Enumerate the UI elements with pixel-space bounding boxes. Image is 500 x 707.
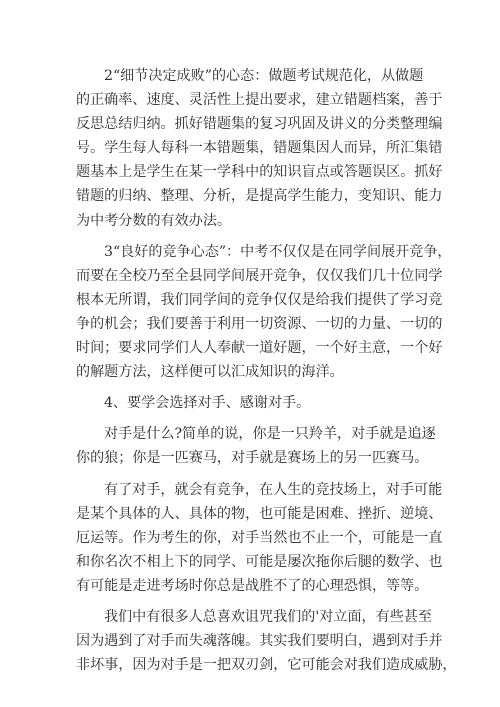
text-line: 因为遇到了对手而失魂落魄。其实我们要明白，遇到对手并: [76, 633, 443, 650]
text-line: 号。学生每人每科一本错题集，错题集因人而异，所汇集错: [76, 140, 443, 157]
text-line: 是某个具体的人、具体的物，也可能是困难、挫折、逆境、: [76, 505, 443, 522]
section-heading-choose-opponent: [76, 391, 428, 415]
text-line: 有了对手，就会有竞争，在人生的竞技场上，对手可能: [104, 481, 443, 498]
document-body: [76, 64, 457, 684]
text-line: 和你名次不相上下的同学、可能是屡次拖你后腿的数学、也: [76, 553, 443, 570]
text-line: 争的机会；我们要善于利用一切资源、一切的力量、一切的: [76, 315, 443, 332]
text-line: 题基本上是学生在某一学科中的知识盲点或答题误区。抓好: [76, 164, 443, 181]
text-line: 反思总结归纳。抓好错题集的复习巩固及讲义的分类整理编: [76, 116, 443, 133]
paragraph-detail-mindset: [76, 64, 443, 233]
paragraph-double-edged-sword: [76, 605, 457, 677]
text-line: 我们中有很多人总喜欢诅咒我们的'对立面，有些甚至: [104, 608, 433, 625]
text-line: 2“细节决定成败”的心态：做题考试规范化，从做题: [104, 68, 424, 84]
text-line: 你的狼；你是一匹赛马，对手就是赛场上的另一匹赛马。: [76, 450, 429, 467]
text-line: 为中考分数的有效办法。: [76, 212, 232, 229]
text-line: 非坏事，因为对手是一把双刃剑，它可能会对我们造成威胁，: [76, 657, 457, 674]
paragraph-what-is-opponent: [76, 422, 436, 470]
paragraph-competition-mindset: [76, 240, 452, 385]
text-line: 的正确率、速度、灵活性上提出要求，建立错题档案，善于: [76, 92, 443, 109]
text-line: 错题的归纳、整理、分析，是提高学生能力，变知识、能力: [76, 188, 443, 205]
paragraph-competition-arena: [76, 478, 443, 598]
text-line: 的解题方法，这样便可以汇成知识的海洋。: [76, 364, 344, 381]
text-line: 而要在全校乃至全县同学间展开竞争，仅仅我们几十位同学: [76, 267, 443, 284]
text-line: 3“良好的竞争心态”：中考不仅仅是在同学间展开竞争，: [104, 243, 452, 260]
text-line: 对手是什么?简单的说，你是一只羚羊，对手就是追逐: [104, 426, 436, 443]
text-line: 时间；要求同学们人人奉献一道好题，一个好主意，一个好: [76, 340, 443, 357]
text-line: 有可能是走进考场时你总是战胜不了的心理恐惧，等等。: [76, 577, 429, 594]
text-line: 4、要学会选择对手、感谢对手。: [104, 395, 311, 412]
text-line: 根本无所谓，我们同学间的竞争仅仅是给我们提供了学习竞: [76, 291, 443, 308]
text-line: 厄运等。作为考生的你，对手当然也不止一个，可能是一直: [76, 529, 443, 546]
